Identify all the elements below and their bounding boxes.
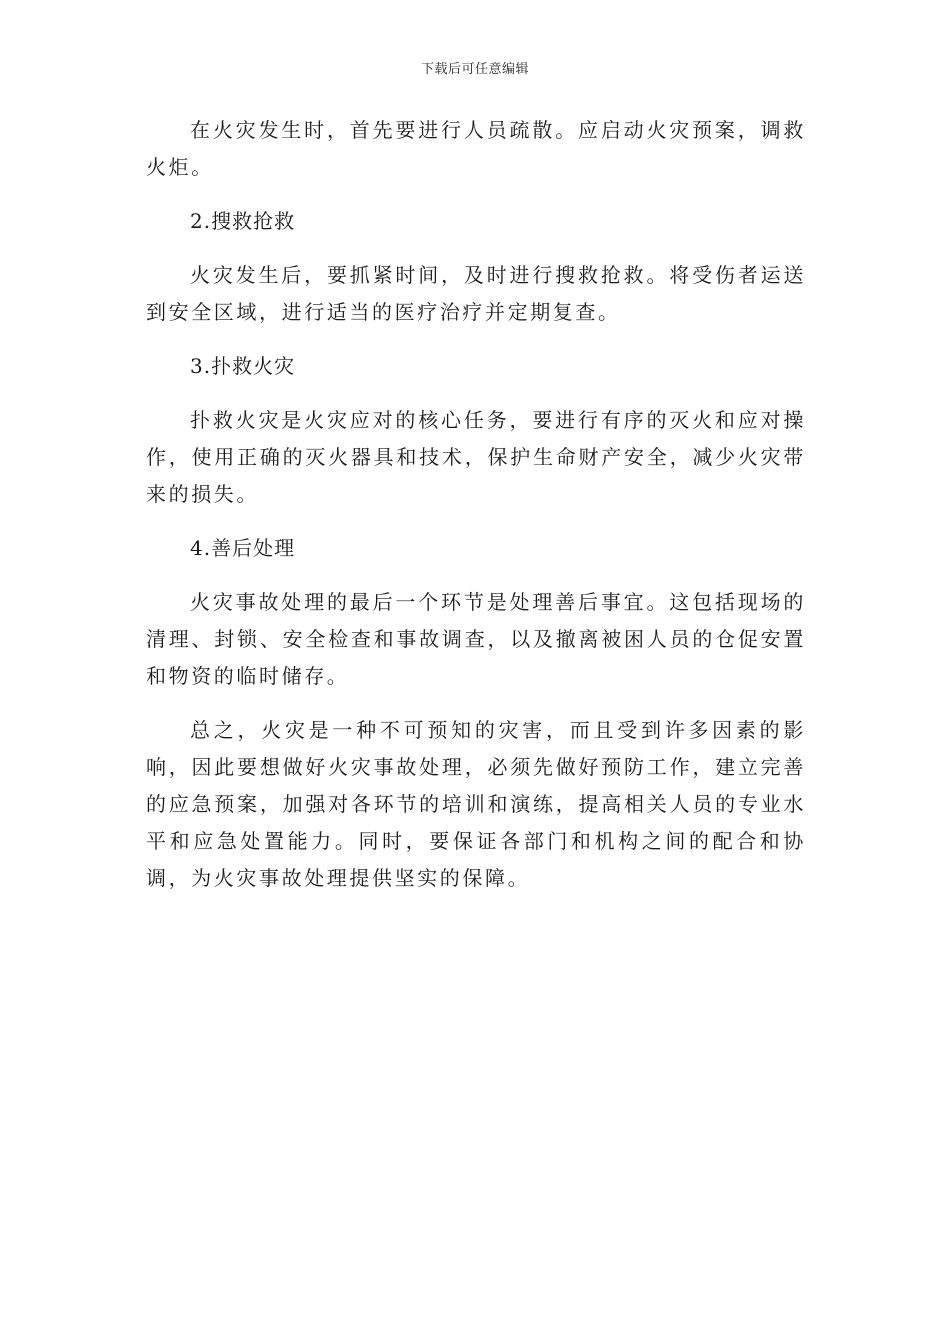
paragraph-search-rescue: 火灾发生后，要抓紧时间，及时进行搜救抢救。将受伤者运送到安全区域，进行适当的医疗治疗并定期复查。	[146, 263, 806, 324]
paragraph-fire-fighting: 扑救火灾是火灾应对的核心任务，要进行有序的灭火和应对操作，使用正确的灭火器具和技术，保护生命财产安全，减少火灾带来的损失。	[146, 408, 806, 506]
heading-search-rescue: 2.搜救抢救	[190, 209, 296, 233]
heading-aftermath: 4.善后处理	[190, 536, 296, 560]
document-body	[146, 112, 806, 914]
page-header-note: 下载后可任意编辑	[420, 62, 529, 77]
heading-fire-fighting: 3.扑救火灾	[190, 354, 296, 378]
paragraph-aftermath: 火灾事故处理的最后一个环节是处理善后事宜。这包括现场的清理、封锁、安全检查和事故调查，以及撤离被困人员的仓促安置和物资的临时储存。	[146, 590, 806, 688]
paragraph-summary: 总之，火灾是一种不可预知的灾害，而且受到许多因素的影响，因此要想做好火灾事故处理，必须先做好预防工作，建立完善的应急预案，加强对各环节的培训和演练，提高相关人员的专业水平和应急处置能力。同时，要保证各部门和机构之间的配合和协调，为火灾事故处理提供坚实的保障。	[146, 718, 806, 890]
paragraph-evacuation: 在火灾发生时，首先要进行人员疏散。应启动火灾预案，调救火炬。	[146, 118, 806, 179]
